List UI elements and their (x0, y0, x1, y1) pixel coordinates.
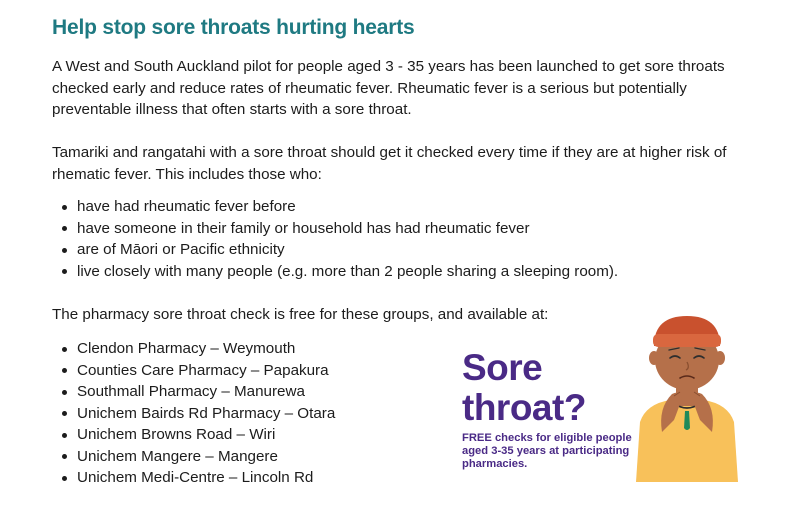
list-item: Counties Care Pharmacy – Papakura (60, 360, 335, 382)
risk-intro-paragraph: Tamariki and rangatahi with a sore throat should get it checked every time if they are at higher risk of rhematic fever. This includes those who: (52, 144, 727, 183)
sore-throat-promo (462, 312, 742, 482)
list-item: Clendon Pharmacy – Weymouth (60, 338, 335, 360)
promo-title-line1: Sore (462, 347, 543, 388)
list-item: Unichem Mangere – Mangere (60, 446, 335, 468)
list-item: have had rheumatic fever before (60, 196, 618, 218)
list-item: live closely with many people (e.g. more than 2 people sharing a sleeping room). (60, 261, 618, 283)
list-item: Unichem Medi-Centre – Lincoln Rd (60, 467, 335, 489)
promo-title-line2: throat? (462, 387, 586, 428)
list-item: Unichem Bairds Rd Pharmacy – Otara (60, 403, 335, 425)
list-item: Unichem Browns Road – Wiri (60, 424, 335, 446)
person-with-sore-throat-illustration (632, 312, 742, 482)
intro-paragraph: A West and South Auckland pilot for people aged 3 - 35 years has been launched to get sore throats checked early and reduce rates of rheumatic fever. Rheumatic fever is a serious but potentially preventable illness that often starts with a sore throat. (52, 58, 725, 118)
pharmacy-list (60, 338, 335, 489)
promo-subtitle: FREE checks for eligible people aged 3-35 years at participating pharmacies. (462, 432, 632, 471)
list-item: Southmall Pharmacy – Manurewa (60, 381, 335, 403)
risk-group-list (60, 196, 618, 282)
list-item: are of Māori or Pacific ethnicity (60, 239, 618, 261)
pharmacy-intro-paragraph: The pharmacy sore throat check is free for these groups, and available at: (52, 306, 549, 323)
page-title: Help stop sore throats hurting hearts (52, 16, 415, 39)
list-item: have someone in their family or household has had rheumatic fever (60, 218, 618, 240)
